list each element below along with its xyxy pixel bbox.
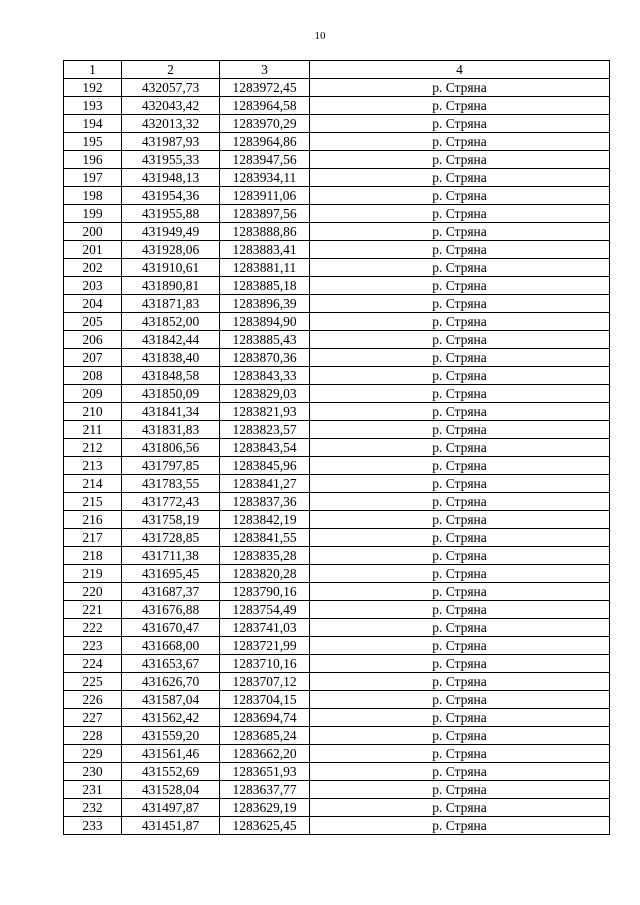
point-number-cell: 227 bbox=[64, 709, 122, 727]
table-row bbox=[64, 727, 610, 745]
description-cell: р. Стряна bbox=[310, 205, 610, 223]
description-cell: р. Стряна bbox=[310, 223, 610, 241]
table-row bbox=[64, 277, 610, 295]
point-number-cell: 200 bbox=[64, 223, 122, 241]
y-coordinate-cell: 1283837,36 bbox=[220, 493, 310, 511]
table-row bbox=[64, 367, 610, 385]
table-row bbox=[64, 745, 610, 763]
description-cell: р. Стряна bbox=[310, 313, 610, 331]
x-coordinate-cell: 431848,58 bbox=[122, 367, 220, 385]
x-coordinate-cell: 431670,47 bbox=[122, 619, 220, 637]
point-number-cell: 208 bbox=[64, 367, 122, 385]
x-coordinate-cell: 432043,42 bbox=[122, 97, 220, 115]
y-coordinate-cell: 1283845,96 bbox=[220, 457, 310, 475]
x-coordinate-cell: 431668,00 bbox=[122, 637, 220, 655]
table-body bbox=[64, 79, 610, 835]
point-number-cell: 229 bbox=[64, 745, 122, 763]
y-coordinate-cell: 1283883,41 bbox=[220, 241, 310, 259]
table-header-row bbox=[64, 61, 610, 79]
description-cell: р. Стряна bbox=[310, 349, 610, 367]
table-row bbox=[64, 655, 610, 673]
coordinates-table bbox=[63, 60, 610, 835]
description-cell: р. Стряна bbox=[310, 385, 610, 403]
point-number-cell: 195 bbox=[64, 133, 122, 151]
description-cell: р. Стряна bbox=[310, 259, 610, 277]
x-coordinate-cell: 431850,09 bbox=[122, 385, 220, 403]
table-row bbox=[64, 709, 610, 727]
description-cell: р. Стряна bbox=[310, 79, 610, 97]
description-cell: р. Стряна bbox=[310, 781, 610, 799]
table-row bbox=[64, 205, 610, 223]
description-cell: р. Стряна bbox=[310, 709, 610, 727]
x-coordinate-cell: 431948,13 bbox=[122, 169, 220, 187]
point-number-cell: 197 bbox=[64, 169, 122, 187]
x-coordinate-cell: 431838,40 bbox=[122, 349, 220, 367]
x-coordinate-cell: 431528,04 bbox=[122, 781, 220, 799]
description-cell: р. Стряна bbox=[310, 367, 610, 385]
x-coordinate-cell: 431587,04 bbox=[122, 691, 220, 709]
description-cell: р. Стряна bbox=[310, 601, 610, 619]
point-number-cell: 215 bbox=[64, 493, 122, 511]
point-number-cell: 233 bbox=[64, 817, 122, 835]
x-coordinate-cell: 431954,36 bbox=[122, 187, 220, 205]
description-cell: р. Стряна bbox=[310, 691, 610, 709]
point-number-cell: 201 bbox=[64, 241, 122, 259]
table-row bbox=[64, 817, 610, 835]
column-header: 4 bbox=[310, 61, 610, 79]
y-coordinate-cell: 1283823,57 bbox=[220, 421, 310, 439]
y-coordinate-cell: 1283964,58 bbox=[220, 97, 310, 115]
y-coordinate-cell: 1283947,56 bbox=[220, 151, 310, 169]
table-row bbox=[64, 547, 610, 565]
point-number-cell: 217 bbox=[64, 529, 122, 547]
description-cell: р. Стряна bbox=[310, 637, 610, 655]
x-coordinate-cell: 431852,00 bbox=[122, 313, 220, 331]
x-coordinate-cell: 431949,49 bbox=[122, 223, 220, 241]
description-cell: р. Стряна bbox=[310, 655, 610, 673]
table-row bbox=[64, 115, 610, 133]
table-row bbox=[64, 259, 610, 277]
y-coordinate-cell: 1283888,86 bbox=[220, 223, 310, 241]
point-number-cell: 222 bbox=[64, 619, 122, 637]
y-coordinate-cell: 1283721,99 bbox=[220, 637, 310, 655]
description-cell: р. Стряна bbox=[310, 457, 610, 475]
table-row bbox=[64, 295, 610, 313]
description-cell: р. Стряна bbox=[310, 799, 610, 817]
point-number-cell: 210 bbox=[64, 403, 122, 421]
table-row bbox=[64, 313, 610, 331]
point-number-cell: 207 bbox=[64, 349, 122, 367]
description-cell: р. Стряна bbox=[310, 547, 610, 565]
point-number-cell: 206 bbox=[64, 331, 122, 349]
x-coordinate-cell: 431497,87 bbox=[122, 799, 220, 817]
description-cell: р. Стряна bbox=[310, 763, 610, 781]
x-coordinate-cell: 431831,83 bbox=[122, 421, 220, 439]
y-coordinate-cell: 1283972,45 bbox=[220, 79, 310, 97]
table-row bbox=[64, 763, 610, 781]
y-coordinate-cell: 1283885,43 bbox=[220, 331, 310, 349]
x-coordinate-cell: 431955,33 bbox=[122, 151, 220, 169]
table-row bbox=[64, 781, 610, 799]
point-number-cell: 204 bbox=[64, 295, 122, 313]
x-coordinate-cell: 431871,83 bbox=[122, 295, 220, 313]
x-coordinate-cell: 431987,93 bbox=[122, 133, 220, 151]
x-coordinate-cell: 431676,88 bbox=[122, 601, 220, 619]
point-number-cell: 198 bbox=[64, 187, 122, 205]
x-coordinate-cell: 431783,55 bbox=[122, 475, 220, 493]
x-coordinate-cell: 431841,34 bbox=[122, 403, 220, 421]
table-row bbox=[64, 439, 610, 457]
y-coordinate-cell: 1283741,03 bbox=[220, 619, 310, 637]
table-row bbox=[64, 385, 610, 403]
y-coordinate-cell: 1283842,19 bbox=[220, 511, 310, 529]
table-row bbox=[64, 619, 610, 637]
description-cell: р. Стряна bbox=[310, 151, 610, 169]
y-coordinate-cell: 1283790,16 bbox=[220, 583, 310, 601]
point-number-cell: 212 bbox=[64, 439, 122, 457]
point-number-cell: 192 bbox=[64, 79, 122, 97]
y-coordinate-cell: 1283843,33 bbox=[220, 367, 310, 385]
point-number-cell: 213 bbox=[64, 457, 122, 475]
x-coordinate-cell: 431562,42 bbox=[122, 709, 220, 727]
x-coordinate-cell: 431687,37 bbox=[122, 583, 220, 601]
y-coordinate-cell: 1283911,06 bbox=[220, 187, 310, 205]
y-coordinate-cell: 1283754,49 bbox=[220, 601, 310, 619]
description-cell: р. Стряна bbox=[310, 97, 610, 115]
description-cell: р. Стряна bbox=[310, 619, 610, 637]
description-cell: р. Стряна bbox=[310, 475, 610, 493]
table-row bbox=[64, 493, 610, 511]
point-number-cell: 220 bbox=[64, 583, 122, 601]
y-coordinate-cell: 1283662,20 bbox=[220, 745, 310, 763]
description-cell: р. Стряна bbox=[310, 583, 610, 601]
y-coordinate-cell: 1283934,11 bbox=[220, 169, 310, 187]
point-number-cell: 196 bbox=[64, 151, 122, 169]
point-number-cell: 214 bbox=[64, 475, 122, 493]
column-header: 2 bbox=[122, 61, 220, 79]
x-coordinate-cell: 432013,32 bbox=[122, 115, 220, 133]
y-coordinate-cell: 1283629,19 bbox=[220, 799, 310, 817]
point-number-cell: 223 bbox=[64, 637, 122, 655]
y-coordinate-cell: 1283820,28 bbox=[220, 565, 310, 583]
description-cell: р. Стряна bbox=[310, 493, 610, 511]
description-cell: р. Стряна bbox=[310, 277, 610, 295]
y-coordinate-cell: 1283835,28 bbox=[220, 547, 310, 565]
description-cell: р. Стряна bbox=[310, 241, 610, 259]
table-row bbox=[64, 421, 610, 439]
table-row bbox=[64, 349, 610, 367]
y-coordinate-cell: 1283625,45 bbox=[220, 817, 310, 835]
point-number-cell: 205 bbox=[64, 313, 122, 331]
y-coordinate-cell: 1283894,90 bbox=[220, 313, 310, 331]
x-coordinate-cell: 431772,43 bbox=[122, 493, 220, 511]
column-header: 3 bbox=[220, 61, 310, 79]
y-coordinate-cell: 1283885,18 bbox=[220, 277, 310, 295]
x-coordinate-cell: 431695,45 bbox=[122, 565, 220, 583]
point-number-cell: 209 bbox=[64, 385, 122, 403]
x-coordinate-cell: 431626,70 bbox=[122, 673, 220, 691]
x-coordinate-cell: 432057,73 bbox=[122, 79, 220, 97]
y-coordinate-cell: 1283897,56 bbox=[220, 205, 310, 223]
y-coordinate-cell: 1283964,86 bbox=[220, 133, 310, 151]
table-row bbox=[64, 169, 610, 187]
x-coordinate-cell: 431797,85 bbox=[122, 457, 220, 475]
y-coordinate-cell: 1283896,39 bbox=[220, 295, 310, 313]
point-number-cell: 202 bbox=[64, 259, 122, 277]
y-coordinate-cell: 1283870,36 bbox=[220, 349, 310, 367]
y-coordinate-cell: 1283694,74 bbox=[220, 709, 310, 727]
table-row bbox=[64, 223, 610, 241]
point-number-cell: 193 bbox=[64, 97, 122, 115]
y-coordinate-cell: 1283843,54 bbox=[220, 439, 310, 457]
y-coordinate-cell: 1283881,11 bbox=[220, 259, 310, 277]
description-cell: р. Стряна bbox=[310, 727, 610, 745]
table-row bbox=[64, 475, 610, 493]
point-number-cell: 232 bbox=[64, 799, 122, 817]
x-coordinate-cell: 431561,46 bbox=[122, 745, 220, 763]
point-number-cell: 218 bbox=[64, 547, 122, 565]
y-coordinate-cell: 1283685,24 bbox=[220, 727, 310, 745]
y-coordinate-cell: 1283710,16 bbox=[220, 655, 310, 673]
x-coordinate-cell: 431758,19 bbox=[122, 511, 220, 529]
y-coordinate-cell: 1283821,93 bbox=[220, 403, 310, 421]
description-cell: р. Стряна bbox=[310, 673, 610, 691]
table-row bbox=[64, 241, 610, 259]
point-number-cell: 211 bbox=[64, 421, 122, 439]
page-number: 10 bbox=[314, 30, 326, 42]
description-cell: р. Стряна bbox=[310, 565, 610, 583]
column-header: 1 bbox=[64, 61, 122, 79]
x-coordinate-cell: 431955,88 bbox=[122, 205, 220, 223]
table-row bbox=[64, 691, 610, 709]
x-coordinate-cell: 431559,20 bbox=[122, 727, 220, 745]
point-number-cell: 216 bbox=[64, 511, 122, 529]
table-row bbox=[64, 673, 610, 691]
point-number-cell: 231 bbox=[64, 781, 122, 799]
table-row bbox=[64, 637, 610, 655]
point-number-cell: 203 bbox=[64, 277, 122, 295]
description-cell: р. Стряна bbox=[310, 817, 610, 835]
description-cell: р. Стряна bbox=[310, 421, 610, 439]
table-row bbox=[64, 97, 610, 115]
description-cell: р. Стряна bbox=[310, 187, 610, 205]
x-coordinate-cell: 431653,67 bbox=[122, 655, 220, 673]
y-coordinate-cell: 1283637,77 bbox=[220, 781, 310, 799]
table-row bbox=[64, 601, 610, 619]
point-number-cell: 221 bbox=[64, 601, 122, 619]
x-coordinate-cell: 431928,06 bbox=[122, 241, 220, 259]
point-number-cell: 199 bbox=[64, 205, 122, 223]
description-cell: р. Стряна bbox=[310, 115, 610, 133]
point-number-cell: 226 bbox=[64, 691, 122, 709]
point-number-cell: 225 bbox=[64, 673, 122, 691]
description-cell: р. Стряна bbox=[310, 169, 610, 187]
x-coordinate-cell: 431728,85 bbox=[122, 529, 220, 547]
table-row bbox=[64, 529, 610, 547]
point-number-cell: 224 bbox=[64, 655, 122, 673]
x-coordinate-cell: 431842,44 bbox=[122, 331, 220, 349]
x-coordinate-cell: 431451,87 bbox=[122, 817, 220, 835]
y-coordinate-cell: 1283829,03 bbox=[220, 385, 310, 403]
table-row bbox=[64, 331, 610, 349]
table-row bbox=[64, 133, 610, 151]
description-cell: р. Стряна bbox=[310, 439, 610, 457]
table-row bbox=[64, 511, 610, 529]
point-number-cell: 230 bbox=[64, 763, 122, 781]
table-row bbox=[64, 79, 610, 97]
x-coordinate-cell: 431890,81 bbox=[122, 277, 220, 295]
point-number-cell: 219 bbox=[64, 565, 122, 583]
table-row bbox=[64, 151, 610, 169]
description-cell: р. Стряна bbox=[310, 133, 610, 151]
x-coordinate-cell: 431711,38 bbox=[122, 547, 220, 565]
x-coordinate-cell: 431910,61 bbox=[122, 259, 220, 277]
description-cell: р. Стряна bbox=[310, 529, 610, 547]
table-row bbox=[64, 187, 610, 205]
description-cell: р. Стряна bbox=[310, 331, 610, 349]
table-row bbox=[64, 799, 610, 817]
point-number-cell: 228 bbox=[64, 727, 122, 745]
x-coordinate-cell: 431806,56 bbox=[122, 439, 220, 457]
y-coordinate-cell: 1283707,12 bbox=[220, 673, 310, 691]
y-coordinate-cell: 1283651,93 bbox=[220, 763, 310, 781]
y-coordinate-cell: 1283841,27 bbox=[220, 475, 310, 493]
table-row bbox=[64, 457, 610, 475]
x-coordinate-cell: 431552,69 bbox=[122, 763, 220, 781]
description-cell: р. Стряна bbox=[310, 511, 610, 529]
description-cell: р. Стряна bbox=[310, 295, 610, 313]
point-number-cell: 194 bbox=[64, 115, 122, 133]
description-cell: р. Стряна bbox=[310, 403, 610, 421]
table-row bbox=[64, 565, 610, 583]
y-coordinate-cell: 1283841,55 bbox=[220, 529, 310, 547]
table-row bbox=[64, 583, 610, 601]
y-coordinate-cell: 1283970,29 bbox=[220, 115, 310, 133]
description-cell: р. Стряна bbox=[310, 745, 610, 763]
table-row bbox=[64, 403, 610, 421]
y-coordinate-cell: 1283704,15 bbox=[220, 691, 310, 709]
